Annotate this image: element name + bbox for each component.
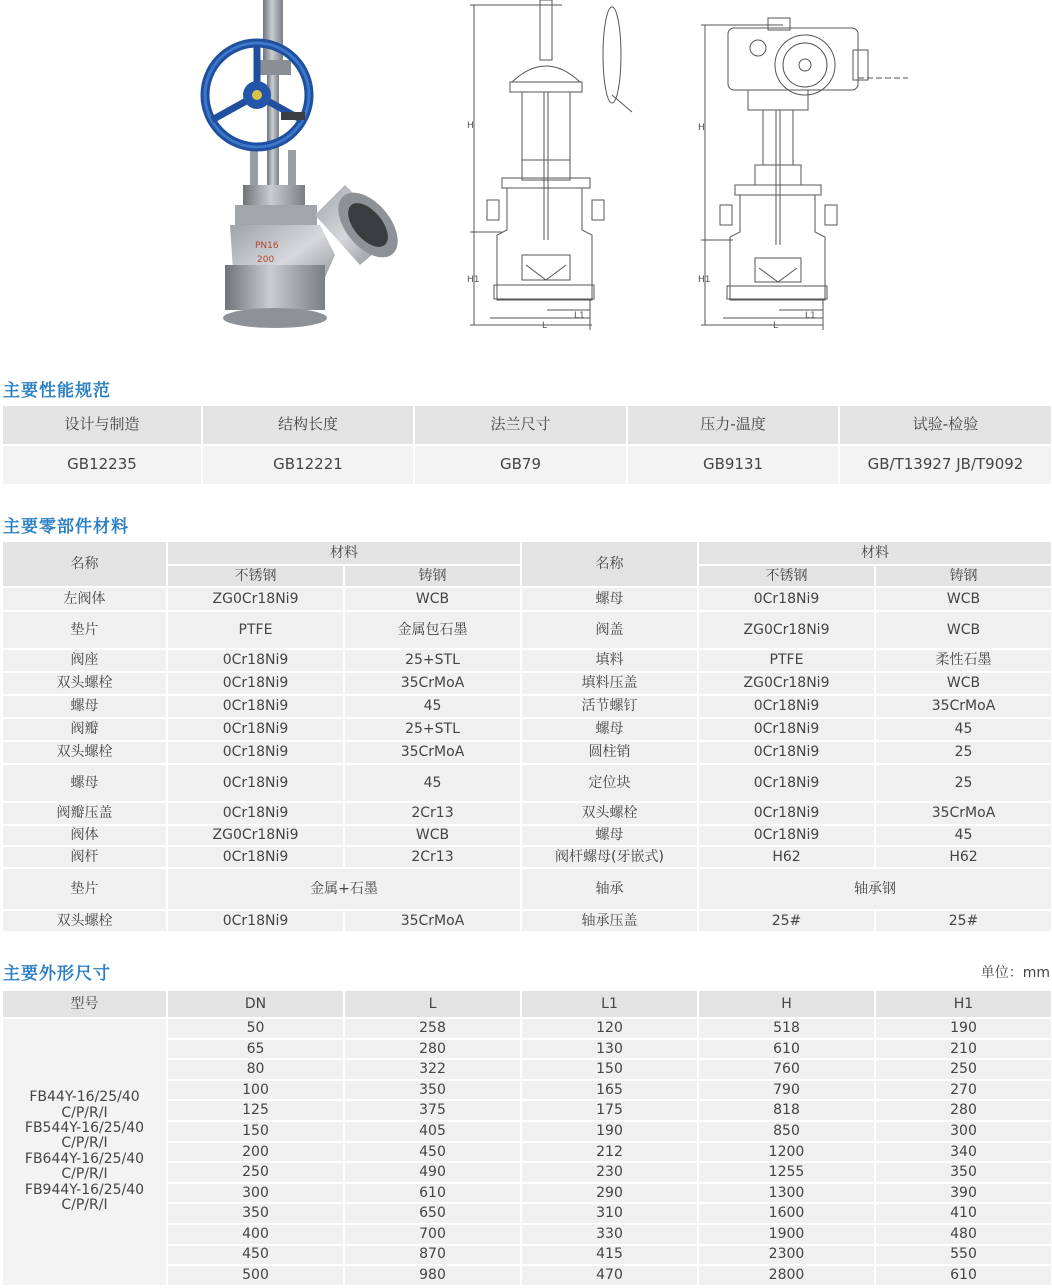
materials-cell: 金属+石墨 [167,868,521,910]
materials-cast-header: 铸钢 [344,565,521,587]
dims-header-5: H1 [875,990,1052,1018]
valve-marking-pn: PN16 [255,241,279,251]
dims-cell: 350 [344,1080,521,1101]
materials-cell: 35CrMoA [344,741,521,764]
dims-header-row [2,990,1052,1018]
dims-cell: 190 [875,1018,1052,1039]
dims-cell: 480 [875,1224,1052,1245]
materials-cell: 0Cr18Ni9 [167,910,344,932]
materials-cell: 35CrMoA [344,910,521,932]
materials-cell: 35CrMoA [875,695,1052,718]
dims-cell: 375 [344,1100,521,1121]
dims-cell: 280 [344,1039,521,1060]
materials-cell: ZG0Cr18Ni9 [698,611,875,649]
dims-cell: 165 [521,1080,698,1101]
dims-cell: 870 [344,1245,521,1266]
electric-valve-drawing [693,0,923,340]
materials-cell: 0Cr18Ni9 [167,764,344,802]
materials-cell: ZG0Cr18Ni9 [167,825,344,846]
figures-area [0,0,1052,360]
materials-cell: PTFE [167,611,344,649]
valve-photo [195,0,405,335]
materials-cell: 0Cr18Ni9 [698,825,875,846]
materials-cell: 0Cr18Ni9 [698,802,875,825]
dims-cell: 130 [521,1039,698,1060]
dimensions-table [1,989,1052,1287]
materials-cell: 双头螺栓 [2,910,167,932]
dims-model-line: C/P/R/I [61,1135,108,1152]
materials-cell: ZG0Cr18Ni9 [167,587,344,611]
materials-cell: WCB [344,825,521,846]
dims-header-0: 型号 [2,990,167,1018]
materials-cell: 0Cr18Ni9 [698,764,875,802]
dims-header-1: DN [167,990,344,1018]
materials-cell: 螺母 [521,718,698,741]
dims-cell: 500 [167,1265,344,1286]
dims-header-3: L1 [521,990,698,1018]
spec-value-pressure: GB9131 [627,445,839,485]
dims-cell: 550 [875,1245,1052,1266]
dims-cell: 490 [344,1162,521,1183]
materials-cell: WCB [344,587,521,611]
materials-cell: 0Cr18Ni9 [698,718,875,741]
materials-header-row [2,541,1052,565]
dims-model-cell [2,1018,167,1286]
dims-cell: 1600 [698,1203,875,1224]
materials-cell: 阀座 [2,649,167,672]
dims-model-line: FB944Y-16/25/40 [24,1181,145,1198]
dims-model-line: C/P/R/I [61,1197,108,1214]
dims-cell: 258 [344,1018,521,1039]
dims-cell: 350 [875,1162,1052,1183]
materials-name-header: 名称 [2,541,167,587]
dims-cell: 610 [344,1183,521,1204]
dims-cell: 1900 [698,1224,875,1245]
dims-cell: 100 [167,1080,344,1101]
dims-model-line: FB644Y-16/25/40 [24,1150,145,1167]
materials-cell: H62 [698,846,875,868]
materials-cell: 25 [875,741,1052,764]
dims-cell: 190 [521,1121,698,1142]
materials-material-header-right: 材料 [698,541,1052,565]
dims-cell: 818 [698,1100,875,1121]
materials-cell: 填料 [521,649,698,672]
dims-cell: 250 [167,1162,344,1183]
materials-row [2,649,1052,672]
materials-cell: 阀杆螺母(牙嵌式) [521,846,698,868]
materials-cell: 0Cr18Ni9 [167,802,344,825]
dims-cell: 212 [521,1142,698,1163]
materials-cell: 双头螺栓 [2,741,167,764]
materials-row [2,718,1052,741]
dims-cell: 322 [344,1059,521,1080]
dims-cell: 1255 [698,1162,875,1183]
dims-cell: 310 [521,1203,698,1224]
materials-cell: 25+STL [344,718,521,741]
dims-cell: 610 [698,1039,875,1060]
dims-cell: 280 [875,1100,1052,1121]
materials-cell: 25# [875,910,1052,932]
materials-cell: 阀杆 [2,846,167,868]
materials-stainless-header: 不锈钢 [167,565,344,587]
dims-cell: 410 [875,1203,1052,1224]
dims-row [2,1018,1052,1039]
dims-cell: 650 [344,1203,521,1224]
materials-cell: 0Cr18Ni9 [167,695,344,718]
dims-cell: 1300 [698,1183,875,1204]
spec-header-row [2,405,1052,445]
materials-cell: 45 [344,764,521,802]
spec-table [1,404,1052,486]
spec-value-flange: GB79 [414,445,627,485]
materials-cell: 0Cr18Ni9 [167,846,344,868]
dims-model-line: C/P/R/I [61,1166,108,1183]
materials-cell: 0Cr18Ni9 [698,587,875,611]
materials-cell: 垫片 [2,868,167,910]
drawing-label-h: H [467,121,474,131]
materials-cell: 左阀体 [2,587,167,611]
dims-cell: 610 [875,1265,1052,1286]
dims-model-line: FB44Y-16/25/40 [29,1089,140,1106]
dims-cell: 790 [698,1080,875,1101]
valve-marking-dn: 200 [257,255,275,265]
materials-cell: H62 [875,846,1052,868]
spec-section-title: 主要性能规范 [3,381,111,401]
materials-cell: 35CrMoA [344,672,521,695]
dims-cell: 2300 [698,1245,875,1266]
materials-row [2,846,1052,868]
materials-gasket-row [2,868,1052,910]
materials-row [2,825,1052,846]
materials-cell: 双头螺栓 [2,672,167,695]
materials-row [2,764,1052,802]
materials-cell: 25 [875,764,1052,802]
materials-cell: 螺母 [521,825,698,846]
materials-row [2,695,1052,718]
materials-name-header-right: 名称 [521,541,698,587]
materials-table [1,540,1052,933]
dims-header-4: H [698,990,875,1018]
dims-cell: 405 [344,1121,521,1142]
materials-section-title: 主要零部件材料 [3,517,129,537]
drawing-label-l: L [542,321,548,331]
dims-cell: 980 [344,1265,521,1286]
dims-section-title: 主要外形尺寸 [3,964,111,984]
materials-cell: 0Cr18Ni9 [167,718,344,741]
materials-cell: 0Cr18Ni9 [167,649,344,672]
materials-cell: 0Cr18Ni9 [167,672,344,695]
materials-cell: 0Cr18Ni9 [698,741,875,764]
drawing-label-l1: L1 [574,311,585,321]
spec-value-row [2,445,1052,485]
materials-cell: 阀瓣 [2,718,167,741]
dims-cell: 290 [521,1183,698,1204]
spec-header-test: 试验-检验 [839,405,1052,445]
materials-cell: 定位块 [521,764,698,802]
spec-value-length: GB12221 [202,445,414,485]
materials-row [2,741,1052,764]
dims-cell: 80 [167,1059,344,1080]
materials-cell: 35CrMoA [875,802,1052,825]
dims-cell: 450 [167,1245,344,1266]
materials-cell: 0Cr18Ni9 [698,695,875,718]
drawing-label-l-electric: L [773,321,779,331]
dims-cell: 415 [521,1245,698,1266]
dims-cell: 470 [521,1265,698,1286]
drawing-label-h-electric: H [698,123,705,133]
dims-model-line: C/P/R/I [61,1104,108,1121]
spec-value-test: GB/T13927 JB/T9092 [839,445,1052,485]
dims-cell: 450 [344,1142,521,1163]
dims-cell: 50 [167,1018,344,1039]
materials-cell: WCB [875,672,1052,695]
materials-cell: 45 [344,695,521,718]
manual-valve-drawing [462,0,652,340]
materials-cell: 垫片 [2,611,167,649]
materials-cell: 活节螺钉 [521,695,698,718]
materials-row [2,587,1052,611]
spec-value-design: GB12235 [2,445,202,485]
dims-model-line: FB544Y-16/25/40 [24,1120,145,1137]
materials-cell: 阀瓣压盖 [2,802,167,825]
dims-cell: 340 [875,1142,1052,1163]
dims-cell: 700 [344,1224,521,1245]
materials-cast-header-right: 铸钢 [875,565,1052,587]
materials-cell: 轴承压盖 [521,910,698,932]
materials-cell: 2Cr13 [344,846,521,868]
materials-cell: 螺母 [2,695,167,718]
materials-cell: 25+STL [344,649,521,672]
materials-cell: WCB [875,611,1052,649]
dims-cell: 270 [875,1080,1052,1101]
dims-cell: 175 [521,1100,698,1121]
materials-cell: 螺母 [2,764,167,802]
materials-cell: 柔性石墨 [875,649,1052,672]
materials-cell: PTFE [698,649,875,672]
materials-cell: WCB [875,587,1052,611]
materials-cell: 双头螺栓 [521,802,698,825]
dims-cell: 120 [521,1018,698,1039]
spec-header-pressure: 压力-温度 [627,405,839,445]
dims-cell: 150 [521,1059,698,1080]
spec-header-flange: 法兰尺寸 [414,405,627,445]
dims-cell: 350 [167,1203,344,1224]
materials-row [2,611,1052,649]
materials-cell: 填料压盖 [521,672,698,695]
materials-cell: 轴承钢 [698,868,1052,910]
materials-cell: 阀盖 [521,611,698,649]
dims-cell: 2800 [698,1265,875,1286]
dims-cell: 850 [698,1121,875,1142]
drawing-label-l1-electric: L1 [805,311,816,321]
dims-cell: 390 [875,1183,1052,1204]
dims-cell: 65 [167,1039,344,1060]
materials-cell: 螺母 [521,587,698,611]
dims-cell: 250 [875,1059,1052,1080]
materials-cell: 0Cr18Ni9 [167,741,344,764]
materials-row [2,802,1052,825]
drawing-label-h1: H1 [467,275,480,285]
dims-cell: 150 [167,1121,344,1142]
materials-cell: 圆柱销 [521,741,698,764]
materials-stainless-header-right: 不锈钢 [698,565,875,587]
materials-cell: 轴承 [521,868,698,910]
dims-cell: 125 [167,1100,344,1121]
materials-cell: 2Cr13 [344,802,521,825]
spec-header-length: 结构长度 [202,405,414,445]
materials-cell: 45 [875,718,1052,741]
dims-cell: 210 [875,1039,1052,1060]
materials-cell: ZG0Cr18Ni9 [698,672,875,695]
dims-cell: 1200 [698,1142,875,1163]
materials-cell: 阀体 [2,825,167,846]
materials-row [2,672,1052,695]
materials-last-row [2,910,1052,932]
dims-cell: 760 [698,1059,875,1080]
materials-material-header: 材料 [167,541,521,565]
dims-cell: 230 [521,1162,698,1183]
dims-cell: 330 [521,1224,698,1245]
dims-cell: 300 [875,1121,1052,1142]
dims-cell: 518 [698,1018,875,1039]
drawing-label-h1-electric: H1 [698,275,711,285]
spec-header-design: 设计与制造 [2,405,202,445]
dims-cell: 200 [167,1142,344,1163]
materials-cell: 金属包石墨 [344,611,521,649]
dims-cell: 400 [167,1224,344,1245]
dims-cell: 300 [167,1183,344,1204]
dims-header-2: L [344,990,521,1018]
materials-cell: 25# [698,910,875,932]
unit-label: 单位：mm [980,965,1050,981]
materials-cell: 45 [875,825,1052,846]
